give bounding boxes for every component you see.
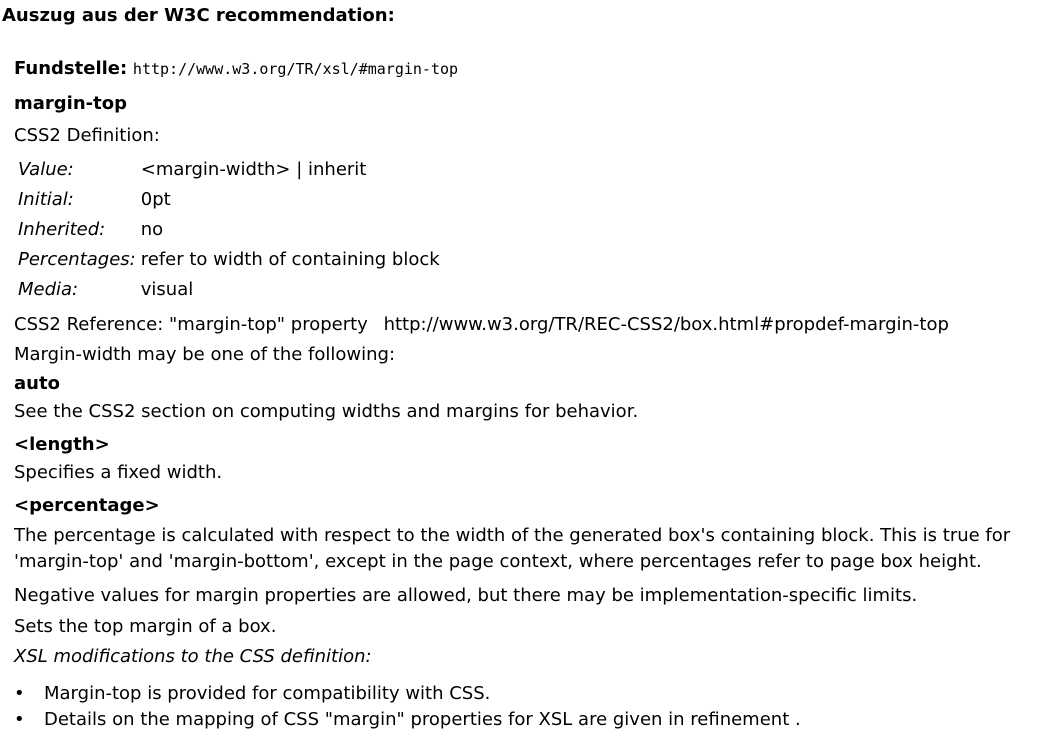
xsl-modifications-heading: XSL modifications to the CSS definition:: [14, 646, 372, 667]
list-item-text: Margin-top is provided for compatibility with CSS.: [44, 682, 491, 704]
css2-reference: [14, 314, 1044, 337]
document-content: [14, 58, 1044, 735]
property-value: <margin-width> | inherit: [140, 159, 367, 181]
margin-width-intro: Margin-width may be one of the following:: [14, 344, 396, 365]
source-url[interactable]: http://www.w3.org/TR/xsl/#margin-top: [132, 60, 459, 78]
value-desc-percentage: The percentage is calculated with respect to the width of the generated box's containing block. This is true for 'margin-top' and 'margin-bottom', except in the page context, where percentages refer to page box height.: [14, 525, 1011, 572]
list-item: [14, 683, 1044, 709]
value-term-auto: auto: [14, 372, 60, 394]
table-row: [16, 156, 443, 186]
page-heading: Auszug aus der W3C recommendation:: [2, 5, 395, 26]
sets-top-margin-note: Sets the top margin of a box.: [14, 615, 277, 637]
source-reference: [14, 58, 1044, 81]
source-label: Fundstelle:: [14, 58, 128, 79]
table-row: [16, 216, 443, 246]
list-item-text: Details on the mapping of CSS "margin" properties for XSL are given in refinement .: [44, 708, 801, 730]
property-value: visual: [140, 279, 194, 301]
property-key: Value:: [18, 159, 74, 181]
property-value: no: [140, 219, 164, 241]
list-item: [14, 709, 1044, 735]
property-key: Inherited:: [18, 219, 106, 241]
value-desc-length: Specifies a fixed width.: [14, 462, 223, 483]
property-value: 0pt: [140, 189, 171, 211]
reference-label: CSS2 Reference: "margin-top" property: [14, 313, 368, 335]
negative-values-note: Negative values for margin properties are allowed, but there may be implementation-specific limits.: [14, 585, 918, 606]
definition-label: CSS2 Definition:: [14, 125, 160, 146]
bullet-marker: •: [14, 708, 25, 730]
property-key: Percentages:: [18, 249, 136, 271]
reference-url[interactable]: http://www.w3.org/TR/REC-CSS2/box.html#propdef-margin-top: [383, 313, 949, 335]
property-name: margin-top: [14, 92, 127, 114]
table-row: [16, 246, 443, 276]
value-term-percentage: <percentage>: [14, 494, 160, 516]
property-key: Initial:: [18, 189, 74, 211]
value-term-length: <length>: [14, 433, 110, 455]
table-row: [16, 276, 443, 306]
property-definition-table: [16, 156, 443, 306]
property-value: refer to width of containing block: [140, 249, 440, 271]
bullet-marker: •: [14, 682, 25, 704]
xsl-modifications-list: [14, 683, 1044, 735]
property-key: Media:: [18, 279, 79, 301]
value-desc-auto: See the CSS2 section on computing widths and margins for behavior.: [14, 401, 639, 422]
table-row: [16, 186, 443, 216]
